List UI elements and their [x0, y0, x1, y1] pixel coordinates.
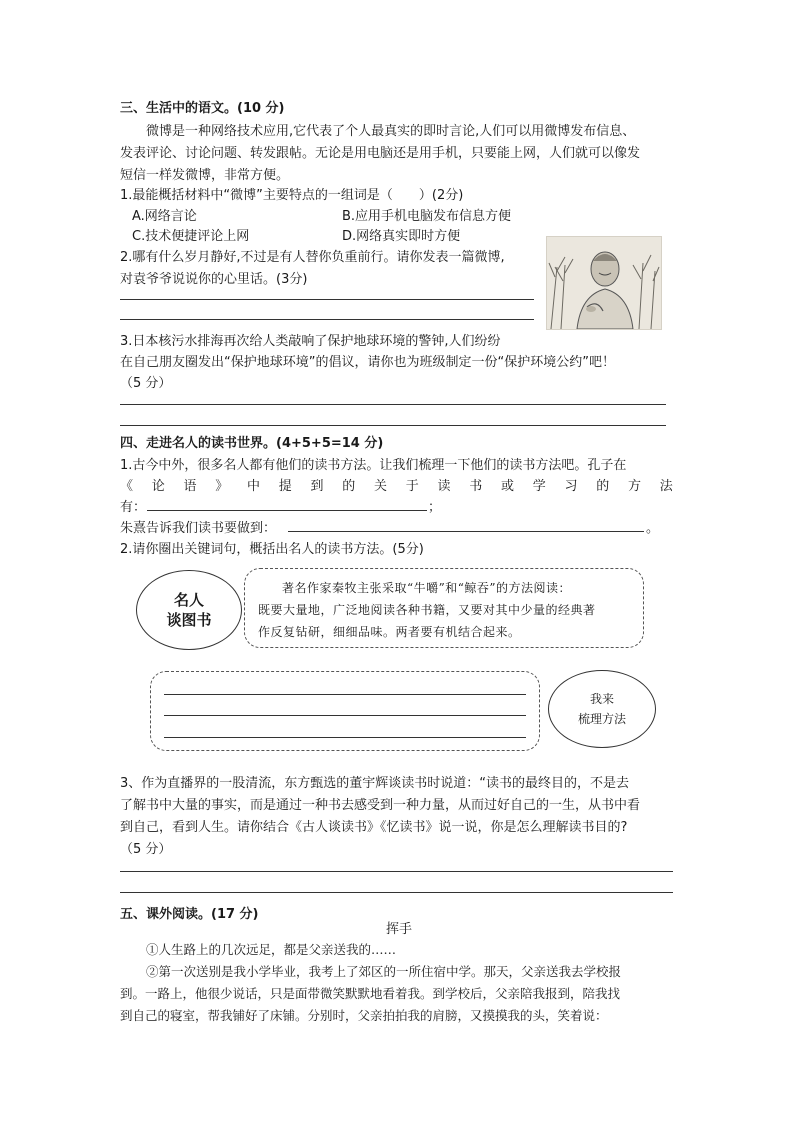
s4-q1-char: 语 — [183, 479, 197, 494]
q1-option-b[interactable]: B.应用手机电脑发布信息方便 — [342, 209, 512, 224]
section3-heading: 三、生活中的语文。(10 分) — [120, 101, 285, 116]
s4-q1-char: 到 — [310, 479, 324, 494]
s4-q1-char: 《 — [120, 479, 134, 494]
s4-q1-char: 方 — [628, 479, 642, 494]
s4-q2-stem: 2.请你圈出关键词句，概括出名人的读书方法。(5分) — [120, 542, 424, 557]
method-answer-line-1[interactable] — [164, 694, 526, 695]
q1-option-c[interactable]: C.技术便捷评论上网 — [132, 229, 250, 244]
famous-people-oval — [136, 570, 242, 650]
q2-answer-line-1[interactable] — [120, 299, 534, 300]
zhuxi-answer-blank[interactable] — [288, 531, 644, 532]
sort-method-oval-line2: 梳理方法 — [577, 712, 626, 726]
s4-q1-char: 于 — [405, 479, 419, 494]
s4-q1-char: 习 — [564, 479, 578, 494]
q2-line1: 2.哪有什么岁月静好,不过是有人替你负重前行。请你发表一篇微博, — [120, 250, 505, 265]
s4-q1-char: 法 — [659, 479, 673, 494]
s4-q1-line4-suffix: 。 — [646, 521, 660, 536]
q1-stem: 1.最能概括材料中“微博”主要特点的一组词是（ ）(2分) — [120, 188, 464, 203]
s4-q3-line2: 了解书中大量的事实，而是通过一种书去感受到一种力量，从而过好自己的一生，从书中看 — [120, 798, 641, 813]
s4-q1-char: 学 — [532, 479, 546, 494]
section3-passage-line1: 微博是一种网络技术应用,它代表了个人最真实的即时言论,人们可以用微博发布信息、 — [146, 124, 636, 139]
q2-answer-line-2[interactable] — [120, 319, 534, 320]
q3-answer-line-1[interactable] — [120, 404, 666, 405]
quote-line1: 著名作家秦牧主张采取“牛嚼”和“鲸吞”的方法阅读： — [282, 581, 572, 595]
quote-line2: 既要大量地，广泛地阅读各种书籍，又要对其中少量的经典著 — [258, 603, 596, 617]
q3-line2: 在自己朋友圈发出“保护地球环境”的倡议，请你也为班级制定一份“保护环境公约”吧！ — [120, 355, 615, 370]
section4-heading: 四、走进名人的读书世界。(4+5+5=14 分) — [120, 436, 384, 451]
s4-q3-line3: 到自己，看到人生。请你结合《古人谈读书》《忆读书》说一说，你是怎么理解读书目的? — [120, 820, 628, 835]
s4-q1-line2 — [120, 475, 673, 494]
kongzi-answer-blank[interactable] — [147, 510, 427, 511]
s4-q1-char: 的 — [342, 479, 356, 494]
famous-people-oval-line2: 谈图书 — [166, 611, 212, 629]
s4-q1-char: 读 — [437, 479, 451, 494]
s4-q3-line4: （5 分） — [120, 842, 172, 857]
s4-q1-line3-suffix: ； — [428, 500, 442, 515]
sort-method-oval — [548, 670, 656, 748]
portrait-sketch-icon — [547, 237, 661, 329]
s4-q1-char: 的 — [596, 479, 610, 494]
section3-passage-line2: 发表评论、讨论问题、转发跟帖。无论是用电脑还是用手机，只要能上网，人们就可以像发 — [120, 146, 641, 161]
s4-q1-char: 或 — [501, 479, 515, 494]
method-answer-line-2[interactable] — [164, 715, 526, 716]
portrait-photo — [546, 236, 662, 330]
q2-line2: 对袁爷爷说说你的心里话。(3分) — [120, 272, 308, 287]
section3-passage-line3: 短信一样发微博，非常方便。 — [120, 168, 290, 183]
method-answer-box — [150, 671, 540, 751]
s4-q1-line3-prefix: 有： — [120, 500, 147, 515]
section5-heading: 五、课外阅读。(17 分) — [120, 907, 259, 922]
article-para2-line3: 到自己的寝室，帮我铺好了床铺。分别时，父亲拍拍我的肩膀，又摸摸我的头，笑着说： — [120, 1008, 608, 1023]
quote-line3: 作反复钻研，细细品味。两者要有机结合起来。 — [258, 625, 521, 639]
article-para2-line2: 到。一路上，他很少说话，只是面带微笑默默地看着我。到学校后，父亲陪我报到，陪我找 — [120, 986, 621, 1001]
article-para1: ①人生路上的几次远足，都是父亲送我的…… — [146, 942, 397, 957]
s4-q1-char: 论 — [151, 479, 165, 494]
s4-q1-char: 书 — [469, 479, 483, 494]
s4-q1-char: 》 — [215, 479, 229, 494]
s4-q1-line4-prefix: 朱熹告诉我们读书要做到： — [120, 521, 277, 536]
s4-q1-line1: 1.古今中外，很多名人都有他们的读书方法。让我们梳理一下他们的读书方法吧。孔子在 — [120, 458, 627, 473]
q3-answer-line-2[interactable] — [120, 425, 666, 426]
article-para2-line1: ②第一次送别是我小学毕业，我考上了郊区的一所住宿中学。那天，父亲送我去学校报 — [146, 964, 622, 979]
q1-option-a[interactable]: A.网络言论 — [132, 209, 197, 224]
q3-line3: （5 分） — [120, 376, 172, 391]
q1-option-d[interactable]: D.网络真实即时方便 — [342, 229, 461, 244]
article-title: 挥手 — [386, 922, 413, 937]
s4-q3-line1: 3、作为直播界的一股清流，东方甄选的董宇辉谈读书时说道：“读书的最终目的，不是去 — [120, 776, 630, 791]
s4-q1-char: 关 — [374, 479, 388, 494]
q3-line1: 3.日本核污水排海再次给人类敲响了保护地球环境的警钟,人们纷纷 — [120, 334, 501, 349]
method-answer-line-3[interactable] — [164, 737, 526, 738]
famous-people-oval-line1: 名人 — [173, 591, 204, 609]
s4-q1-char: 提 — [278, 479, 292, 494]
s4-q1-char: 中 — [247, 479, 261, 494]
sort-method-oval-line1: 我来 — [589, 692, 614, 706]
s4-q3-answer-line-2[interactable] — [120, 892, 673, 893]
s4-q3-answer-line-1[interactable] — [120, 871, 673, 872]
